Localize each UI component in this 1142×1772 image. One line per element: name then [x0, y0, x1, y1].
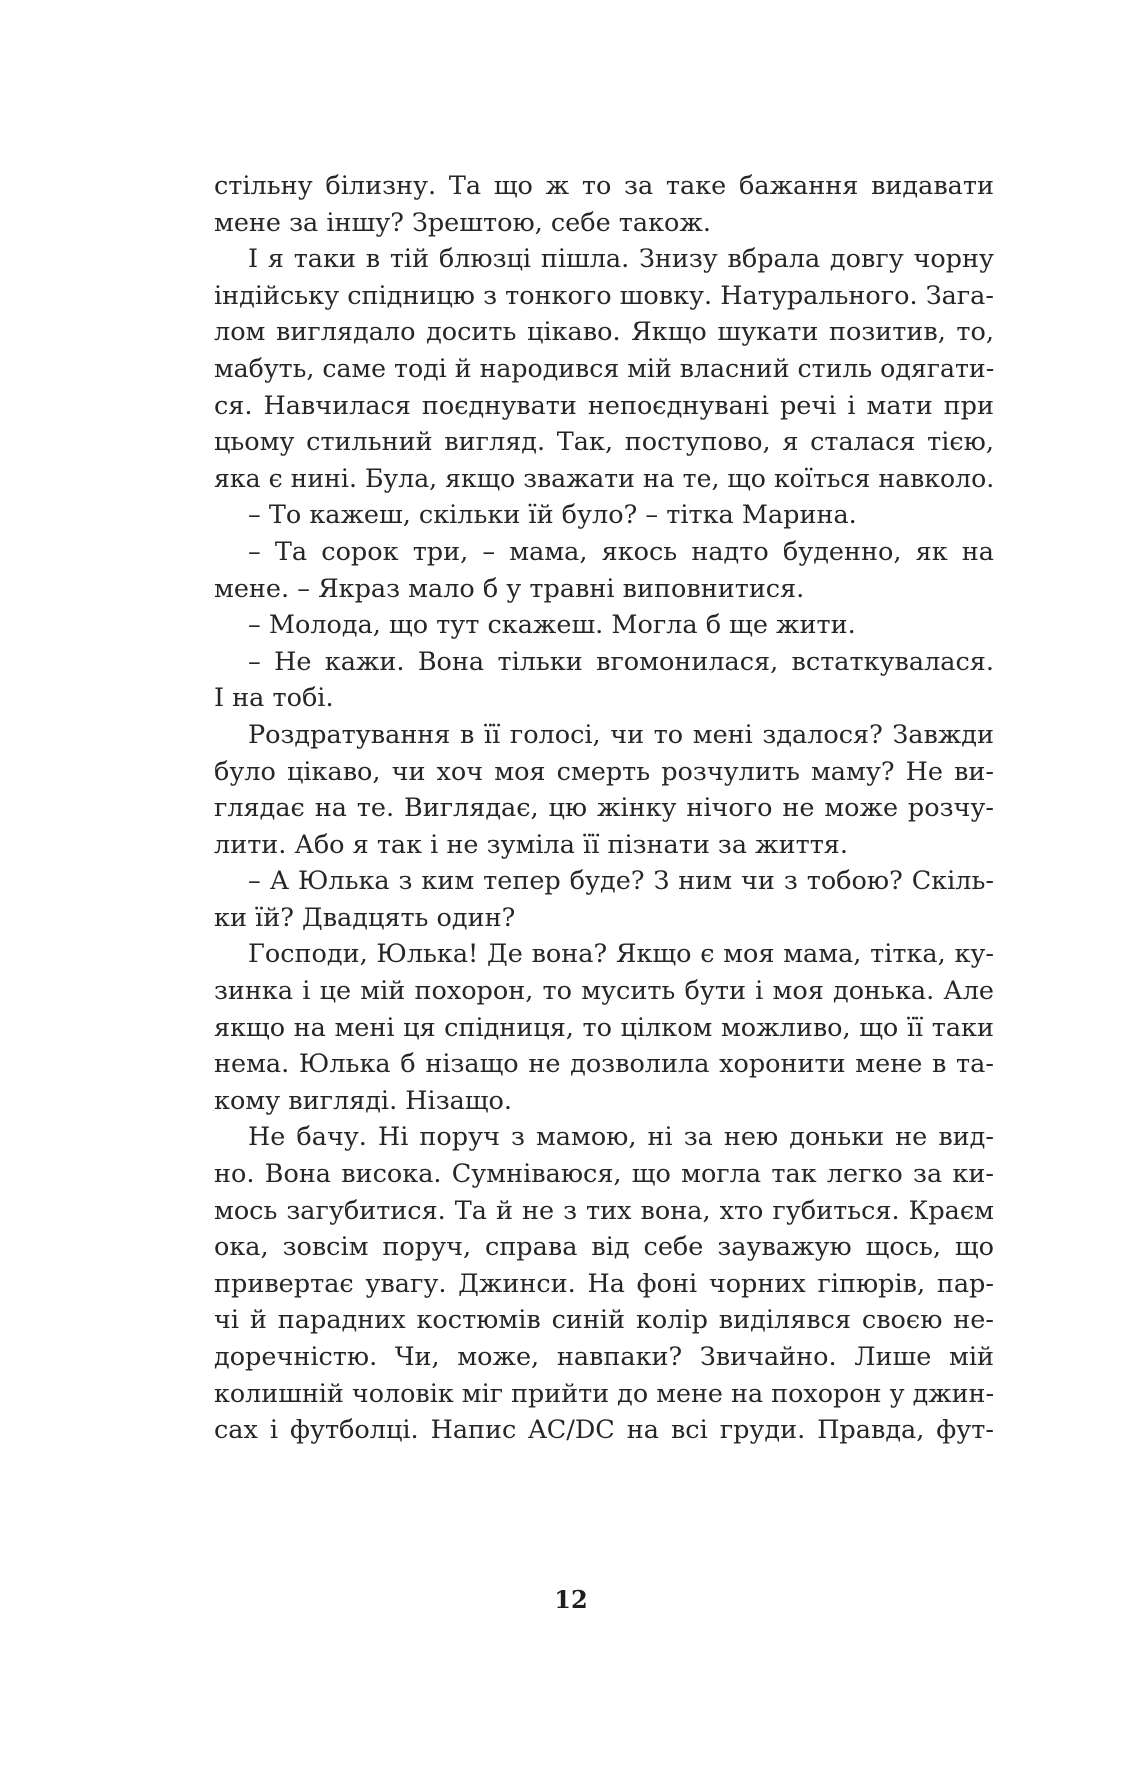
text-line: [214, 388, 994, 425]
text-line-content: колишній чоловік міг прийти до мене на похорон у джин-: [214, 1378, 995, 1409]
text-line: [214, 900, 994, 937]
paragraph-first-line: [214, 717, 994, 754]
text-line: [214, 827, 994, 864]
text-line: [214, 571, 994, 608]
text-line: [214, 461, 994, 498]
text-line: [214, 1229, 994, 1266]
text-line: [214, 424, 994, 461]
paragraph-first-line: [214, 863, 994, 900]
text-line: [214, 1302, 994, 1339]
text-line-content: – Та сорок три, – мама, якось надто буденно, як на: [248, 536, 994, 567]
text-line-content: мось загубитися. Та й не з тих вона, хто губиться. Краєм: [214, 1195, 994, 1226]
text-line: [214, 1083, 994, 1120]
text-line: [214, 1376, 994, 1413]
paragraph-first-line: [214, 607, 994, 644]
text-line-content: Господи, Юлька! Де вона? Якщо є моя мама, тітка, ку-: [248, 939, 994, 970]
text-line-content: І на тобі.: [214, 683, 334, 714]
text-line-content: було цікаво, чи хоч моя смерть розчулить маму? Не ви-: [214, 756, 994, 787]
text-line-content: індійську спідницю з тонкого шовку. Натурального. Зага-: [214, 280, 994, 311]
paragraph-first-line: [214, 644, 994, 681]
text-line: [214, 1010, 994, 1047]
text-line: [214, 1339, 994, 1376]
paragraph-first-line: [214, 534, 994, 571]
text-line-content: зинка і це мій похорон, то мусить бути і моя донька. Але: [214, 976, 994, 1007]
paragraph-first-line: [214, 497, 994, 534]
text-line-content: кому вигляді. Нізащо.: [214, 1085, 512, 1116]
text-line-content: но. Вона висока. Сумніваюся, що могла так легко за ки-: [214, 1159, 994, 1190]
text-line: [214, 973, 994, 1010]
text-line-content: привертає увагу. Джинси. На фоні чорних гіпюрів, пар-: [214, 1268, 994, 1299]
paragraph-first-line: [214, 1119, 994, 1156]
text-line-content: ся. Навчилася поєднувати непоєднувані речі і мати при: [214, 390, 994, 421]
text-line-content: І я таки в тій блюзці пішла. Знизу вбрала довгу чорну: [248, 244, 994, 275]
text-line: [214, 754, 994, 791]
paragraph-first-line: [214, 936, 994, 973]
text-line: [214, 1412, 994, 1449]
text-line-content: сах і футболці. Напис AC/DC на всі груди. Правда, фут-: [214, 1415, 994, 1446]
text-line-content: яка є нині. Була, якщо зважати на те, що коїться навколо.: [214, 463, 995, 494]
text-line: [214, 790, 994, 827]
text-line: [214, 351, 994, 388]
text-line-content: ока, зовсім поруч, справа від себе зауважую щось, що: [214, 1232, 994, 1263]
text-line: [214, 278, 994, 315]
text-line: [214, 205, 994, 242]
text-line-content: глядає на те. Виглядає, цю жінку нічого не може розчу-: [214, 793, 994, 824]
page-number: 12: [554, 1585, 588, 1614]
text-line: [214, 680, 994, 717]
text-line-content: – То кажеш, скільки їй було? – тітка Марина.: [248, 500, 857, 531]
text-line-content: доречністю. Чи, може, навпаки? Звичайно. Лише мій: [214, 1342, 994, 1372]
text-line-content: Не бачу. Ні поруч з мамою, ні за нею доньки не вид-: [248, 1122, 994, 1153]
text-line-content: – А Юлька з ким тепер буде? З ним чи з тобою? Скіль-: [248, 866, 994, 897]
text-line-content: – Молода, що тут скажеш. Могла б ще жити.: [248, 610, 856, 641]
text-line: [214, 314, 994, 351]
text-line-content: мабуть, саме тоді й народився мій власний стиль одягати-: [214, 353, 995, 384]
text-line-content: мене за іншу? Зрештою, себе також.: [214, 207, 711, 238]
text-line-content: стільну білизну. Та що ж то за таке бажання видавати: [214, 171, 994, 201]
text-line-content: мене. – Якраз мало б у травні виповнитися.: [214, 573, 805, 604]
body-text: [214, 168, 994, 1449]
text-line-content: чі й парадних костюмів синій колір виділявся своєю не-: [214, 1305, 994, 1336]
paragraph-first-line: [214, 241, 994, 278]
text-line: [214, 1266, 994, 1303]
text-line-content: лом виглядало досить цікаво. Якщо шукати позитив, то,: [214, 317, 994, 348]
text-line: [214, 1156, 994, 1193]
text-line-content: цьому стильний вигляд. Так, поступово, я сталася тією,: [214, 427, 994, 458]
text-line-content: – Не кажи. Вона тільки вгомонилася, встаткувалася.: [248, 646, 994, 677]
text-line-content: лити. Або я так і не зуміла її пізнати за життя.: [214, 829, 849, 860]
text-line-content: якщо на мені ця спідниця, то цілком можливо, що її таки: [214, 1012, 994, 1043]
text-line: [214, 1193, 994, 1230]
text-line: [214, 1046, 994, 1083]
text-line: [214, 168, 994, 205]
text-line-content: ки їй? Двадцять один?: [214, 902, 516, 933]
text-line-content: нема. Юлька б нізащо не дозволила хоронити мене в та-: [214, 1049, 994, 1080]
text-line-content: Роздратування в її голосі, чи то мені здалося? Завжди: [248, 719, 994, 750]
